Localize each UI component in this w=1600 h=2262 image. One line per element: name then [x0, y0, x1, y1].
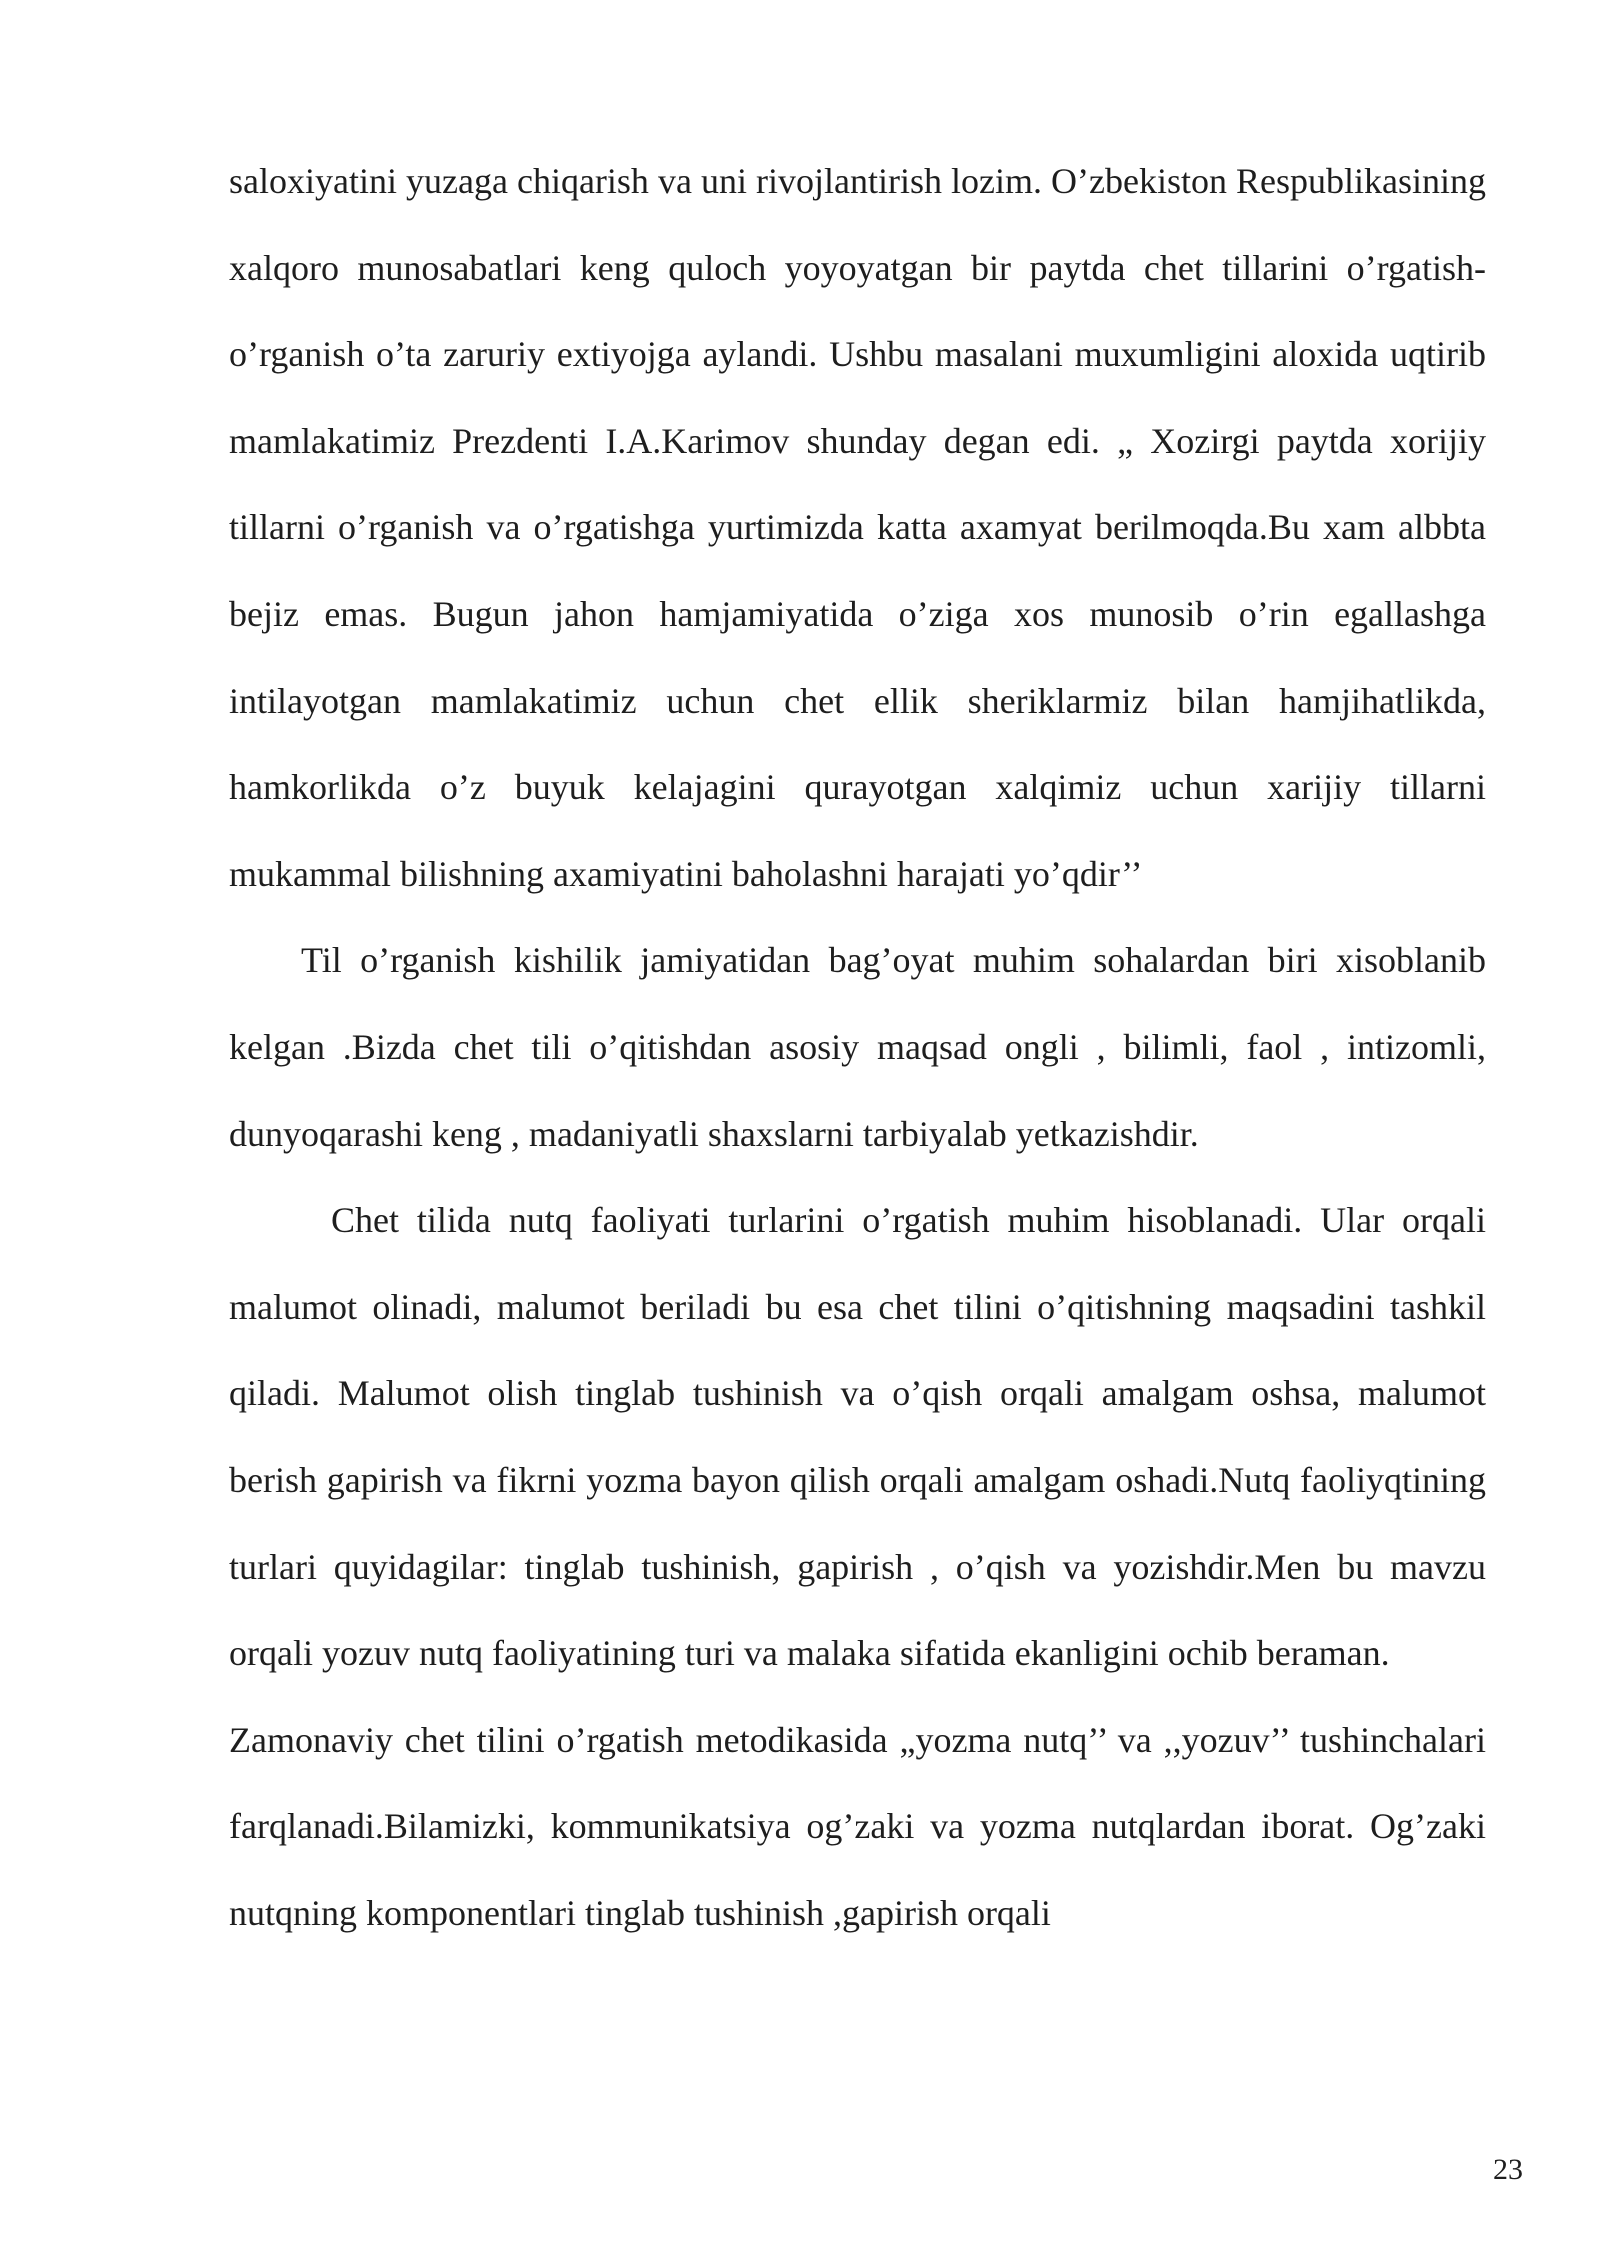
body-text	[229, 138, 1486, 1956]
paragraph-3: Chet tilida nutq faoliyati turlarini o’rgatish muhim hisoblanadi. Ular orqali malumot olinadi, malumot beriladi bu esa chet tilini o’qitishning maqsadini tashkil qiladi. Malumot olish tinglab tushinish va o’qish orqali amalgam oshsa, malumot berish gapirish va fikrni yozma bayon qilish orqali amalgam oshadi.Nutq faoliyqtining turlari quyidagilar: tinglab tushinish, gapirish , o’qish va yozishdir.Men bu mavzu orqali yozuv nutq faoliyatining turi va malaka sifatida ekanligini ochib beraman.	[229, 1200, 1486, 1674]
page-number: 23	[1493, 2153, 1523, 2186]
paragraph-4: Zamonaviy chet tilini o’rgatish metodikasida „yozma nutq’’ va ,,yozuv’’ tushinchalari farqlanadi.Bilamizki, kommunikatsiya og’zaki va yozma nutqlardan iborat. Og’zaki nutqning komponentlari tinglab tushinish ,gapirish orqali	[229, 1719, 1486, 1933]
paragraph-1: saloxiyatini yuzaga chiqarish va uni rivojlantirish lozim. O’zbekiston Respublikasining xalqoro munosabatlari keng quloch yoyoyatgan bir paytda chet tillarini o’rgatish-o’rganish o’ta zaruriy extiyojga aylandi. Ushbu masalani muxumligini aloxida uqtirib mamlakatimiz Prezdenti I.A.Karimov shunday degan edi. „ Xozirgi paytda xorijiy tillarni o’rganish va o’rgatishga yurtimizda katta axamyat berilmoqda.Bu xam albbta bejiz emas. Bugun jahon hamjamiyatida o’ziga xos munosib o’rin egallashga intilayotgan mamlakatimiz uchun chet ellik sheriklarmiz bilan hamjihatlikda, hamkorlikda o’z buyuk kelajagini qurayotgan xalqimiz uchun xarijiy tillarni mukammal bilishning axamiyatini baholashni harajati yo’qdir’’	[229, 161, 1486, 894]
paragraph-2: Til o’rganish kishilik jamiyatidan bag’oyat muhim sohalardan biri xisoblanib kelgan .Bizda chet tili o’qitishdan asosiy maqsad ongli , bilimli, faol , intizomli, dunyoqarashi keng , madaniyatli shaxslarni tarbiyalab yetkazishdir.	[229, 940, 1486, 1154]
